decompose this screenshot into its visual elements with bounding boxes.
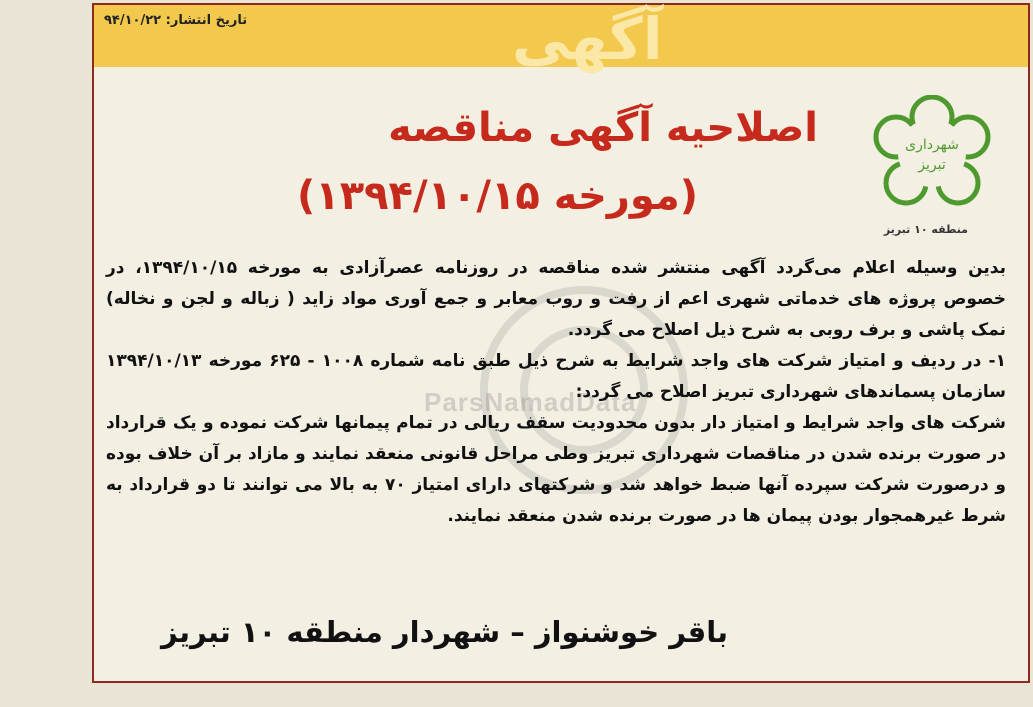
publish-date: تاریخ انتشار: ۹۴/۱۰/۲۲ (104, 13, 248, 28)
advertisement-frame (92, 3, 1030, 683)
signature: باقر خوشنواز – شهردار منطقه ۱۰ تبریز (161, 615, 728, 649)
logo-caption: منطقه ۱۰ تبریز (883, 223, 968, 236)
advertisement-word: آگهی (512, 5, 663, 73)
municipality-logo-icon (872, 95, 992, 215)
logo-text-2: تبریز (918, 157, 946, 173)
logo-text-1: شهرداری (905, 137, 959, 153)
watermark-text: ParsNamadData (424, 387, 637, 417)
paragraph-item-1: ۱- در ردیف و امتیاز شرکت های واجد شرایط به شرح ذیل طبق نامه شماره ۱۰۰۸ - ۶۲۵ مورخه ۱۳۹۴/۱۰/۱۳ سازمان پسماندهای شهرداری تبریز اصلاح می گردد: (106, 351, 1006, 402)
announcement-body (106, 253, 1006, 532)
paragraph-intro: بدین وسیله اعلام می‌گردد آگهی منتشر شده مناقصه در روزنامه عصرآزادی به مورخه ۱۳۹۴/۱۰/۱۵، در خصوص پروژه های خدماتی شهری اعم از رفت و روب معابر و جمع آوری مواد زاید ( زباله و لجن و نخاله) نمک پاشی و برف روبی به شرح ذیل اصلاح می گردد. (106, 258, 1006, 340)
paragraph-conditions: شرکت های واجد شرایط و امتیاز دار بدون محدودیت سقف ریالی در تمام پیمانها شرکت نموده و یک قرارداد در صورت برنده شدن در مناقصات شهرداری تبریز وطی مراحل قانونی منعقد نمایند و مازاد بر آن خلاف بوده و درصورت شرکت سپرده آنها ضبط خواهد شد و شرکتهای دارای امتیاز ۷۰ به بالا می توانند تا دو قرارداد به شرط غیرهمجوار بودن پیمان ها در صورت برنده شدن منعقد نمایند. (106, 413, 1006, 526)
page-title: اصلاحیه آگهی مناقصه (388, 105, 818, 151)
page-subtitle: (مورخه ۱۳۹۴/۱۰/۱۵) (297, 173, 698, 219)
header-band (94, 5, 1028, 73)
